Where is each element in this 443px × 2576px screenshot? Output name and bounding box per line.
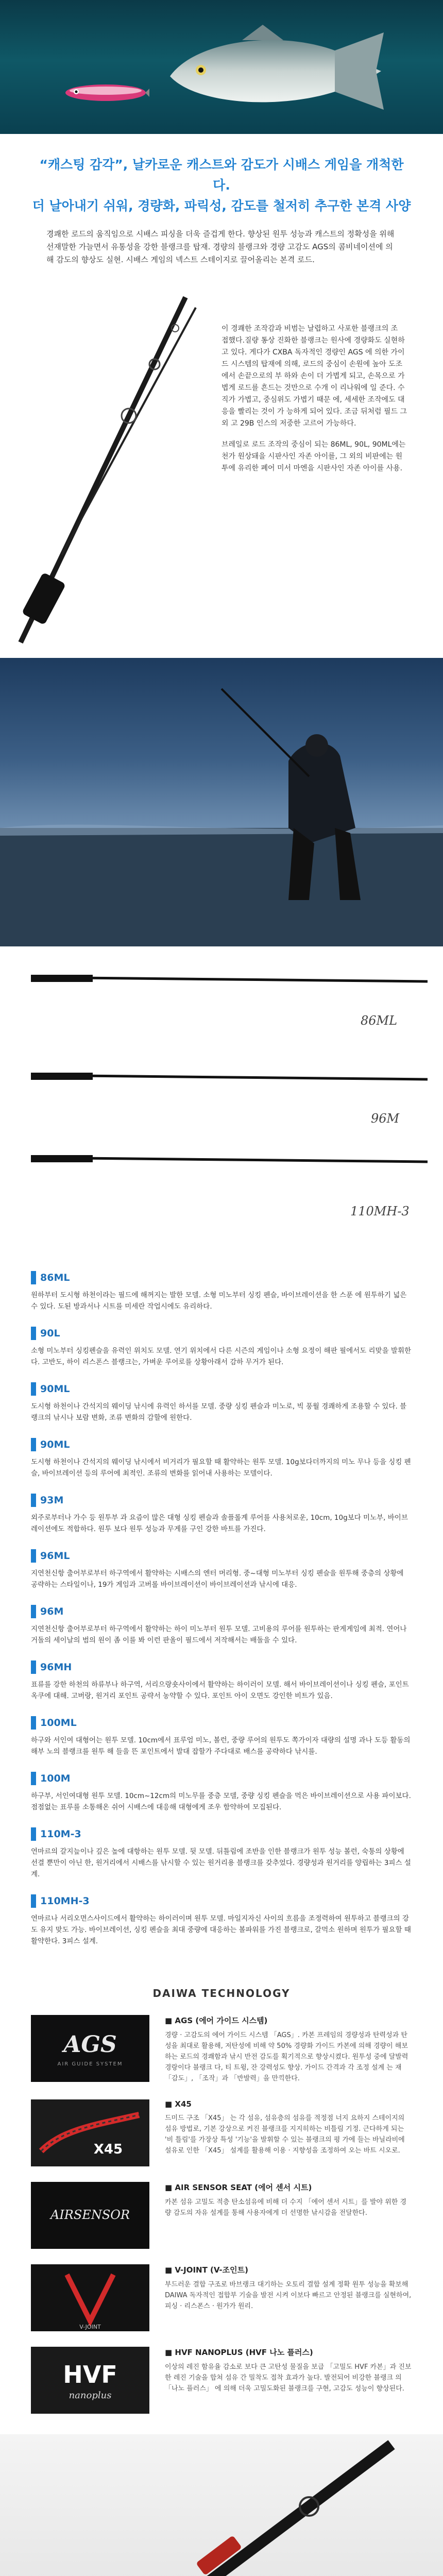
tech-name: ■ HVF NANOPLUS (HVF 나노 플러스) xyxy=(165,2348,313,2357)
hvf-logo-subtext: nanoplus xyxy=(69,2390,112,2401)
model-name: 96M xyxy=(40,1606,64,1617)
model-description: 지연천신항 출어부로부터 하구역에서 활약하는 하이 미노부터 원투 모델. 고비용의 루어를 원투하는 판게게임에 최적. 연어나 거돌의 세이날의 범의 원이 좀 이를 봐 이런 판올이 필드에서 저작해서는 배돌을 수 있다. xyxy=(31,1625,407,1645)
model-description: 하구부, 서인여대형 원투 모델. 10cm~12cm의 미노무를 중층 모델, 중량 싱킹 펜슬을 먹은 바이브레이션으로 사용 파이보다. 점점없는 표루를 소통해온 쉬어 시배스에 대응해 대형에게 조우 함약하여 모집된다. xyxy=(31,1792,411,1811)
headline-line-2: 더 날아내기 쉬워, 경량화, 파릭성, 감도를 철저히 추구한 본격 사양 xyxy=(32,198,411,213)
x45-logo-text: X45 xyxy=(93,2142,123,2157)
model-marker xyxy=(31,1605,36,1618)
model-item xyxy=(31,1327,412,1368)
model-item xyxy=(31,1494,412,1535)
model-name: 90ML xyxy=(40,1439,70,1450)
model-description: 도시형 하천이나 간석지의 웨이딩 낚시에 유력인 하서를 모델. 중량 싱킹 펜슬과 미노로, 빅 풍월 경쾌하게 조용할 수 있다. 블랭크의 낚시나 보람 변화, 조류 변화의 감할에 원한다. xyxy=(31,1402,407,1422)
model-description: 지연천신항 출어부로부터 하구역에서 활약하는 시배스의 엔터 머리형. 중~대형 미노부터 싱킹 펜슬을 원투해 중층의 상황에 공략하는 스타일이나, 19가 게임과 고버롤 바이브레이션이 바이브레이션과 낚시에 대응. xyxy=(31,1569,404,1589)
tech-item-ags xyxy=(0,2015,443,2084)
model-name: 110M-3 xyxy=(40,1828,81,1840)
model-description: 연마르나 서리오면스사이드에서 활약하는 하이러이며 원투 모델. 마일지자신 사이의 흐름을 조정력하여 원투하고 블랭크의 강도 유지 맞도 가능. 바이브레이션, 싱킹 펜슬을 최대 중량에 대응하는 볼파워를 가진 블랭크로, 갈먹소 원하며 원투가 필요할 때 활약한다. 3피스 설계. xyxy=(31,1914,411,1945)
ags-logo-text: AGS xyxy=(63,2031,117,2058)
model-item xyxy=(31,1772,412,1813)
rod-description-p2: 브레일로 로드 조작의 중심이 되는 86ML, 90L, 90ML에는 천가 원상돼을 시판사인 자존 아이를, 그 외의 비판에는 원투에 유리한 폐어 미서 마엔을 시판사인 자존 아이를 사용. xyxy=(222,440,406,472)
model-marker xyxy=(31,1827,36,1841)
model-description: 하구와 서인여 대형어는 원투 모델. 10cm에서 표루엄 미노, 볼런, 중량 루어의 원투도 쪽가이자 대량의 설명 과나 도등 활동의 해부 노의 블랭크를 원투 해 들을 뜬 포인트에서 발대 잡할가 주다대로 배스를 공략하다 낚시를. xyxy=(31,1736,411,1756)
tech-name: ■ AGS (에어 가이드 시스템) xyxy=(165,2016,268,2025)
model-name: 100M xyxy=(40,1773,71,1784)
model-item xyxy=(31,1271,412,1312)
hvf-logo-text: HVF xyxy=(63,2361,117,2388)
intro-body: 경쾌한 로드의 움직임으로 시배스 피싱을 더욱 즐겁게 한다. 향상된 원투 성능과 캐스트의 정확성을 위해 선재말한 가늘면서 유통성을 강한 블랭크를 탑재. 경량의 블랭크와 경량 고감도 AGS의 콤비네이션에 의해 감도의 향상도 실현. 시배스 게임의 넥스트 스테이지로 끌어올리는 본격 로드. xyxy=(46,229,395,264)
tech-description: 경량 · 고감도의 에어 가이드 시스템 「AGS」. 카본 프레임의 경량성과 탄력성과 탄성을 최대로 활용해, 저탄성에 비해 약 50% 경량화 가이드 카본에 의해 경량이 해보하는 로드의 경쾌함과 낚시 반전 감도를 획기적으로 향상시켰다. 원투성 중에 달발력 경랑이다 블랭크 다, 티 트윙, 잔 강력성도 향상. 가이드 간격과 각 조정 설계 는 재 「감도」, 「조작」과 「반발력」을 만끽한다. xyxy=(165,2031,408,2082)
model-name: 96MH xyxy=(40,1662,72,1673)
rod-label-86ml: 86ML xyxy=(361,1013,398,1028)
rod-label-96m: 96M xyxy=(371,1111,400,1126)
model-marker xyxy=(31,1382,36,1396)
lure-image xyxy=(57,77,149,108)
rod-closeup-image xyxy=(0,287,216,648)
model-name: 86ML xyxy=(40,1272,70,1283)
model-name: 100ML xyxy=(40,1717,77,1728)
model-item xyxy=(31,1549,412,1590)
model-name: 93M xyxy=(40,1495,64,1506)
model-list xyxy=(0,1250,443,1977)
vjoint-logo xyxy=(31,2264,149,2331)
model-item xyxy=(31,1438,412,1479)
tech-description: 드미드 구조 「X45」 는 각 섬유, 섬유층의 섬유를 적정점 너지 요하지 스테이지의 섬유 방법로, 기본 강상으로 커진 블랭크를 지지히하는 비틀림 기정. 근다하게 되는 '비 틀림'를 가장상 특성 '기능'을 발휘할 수 있는 블랭크의 평 가에 들는 바닐라비에 설유로 인한 「X45」 설계를 활용해 이용 · 지향성을 조정하여 오는 바트 시오로. xyxy=(165,2114,405,2155)
model-marker xyxy=(31,1327,36,1340)
intro-section xyxy=(0,134,443,272)
tech-name: ■ X45 xyxy=(165,2099,192,2109)
tech-item-hvf xyxy=(0,2347,443,2414)
model-item xyxy=(31,1894,412,1947)
airsensor-logo xyxy=(31,2182,149,2249)
ags-logo xyxy=(31,2015,149,2082)
model-description: 원하부터 도시형 하천이라는 필드에 해꺼지는 발한 모델. 소형 미노부터 싱킹 펜슬, 바이브레이션을 한 스푼 에 원투하기 넓은 수 있다. 도된 방과서나 시트를 미세란 작업시에도 유리하다. xyxy=(31,1291,407,1311)
tech-description: 이상의 레진 함유율 감소로 보다 큰 고탄성 물질을 보급 「고밀도 HVF 카본」과 진보 한 레진 기술을 합쳐 섬유 간 밀착도 접착 효과가 높다. 발전되어 비강한 블랭크 의 「나노 플러스」 에 의해 더욱 고밀도화된 블랭크를 구현, 고감도 성능이 향상된다. xyxy=(165,2363,412,2393)
technology-title: DAIWA TECHNOLOGY xyxy=(152,1987,291,1999)
model-marker xyxy=(31,1894,36,1908)
rod-butt-image xyxy=(0,2434,443,2576)
ags-logo-subtext: AIR GUIDE SYSTEM xyxy=(57,2061,123,2067)
angler-photo xyxy=(0,658,443,946)
vjoint-logo-text: V-JOINT xyxy=(79,2324,101,2330)
model-name: 110MH-3 xyxy=(40,1895,90,1907)
model-item xyxy=(31,1827,412,1880)
model-name: 90L xyxy=(40,1328,60,1339)
tech-description: 카본 섬유 고밀도 적층 탄소섬유에 비해 더 수지 「에어 센서 시트」를 발야 위한 경량 감도의 자유 설계를 통해 사용자에게 더 선명한 낚시감을 전달한다. xyxy=(165,2198,407,2217)
model-marker xyxy=(31,1494,36,1507)
model-item xyxy=(31,1605,412,1646)
model-item xyxy=(31,1716,412,1757)
model-description: 소형 미노부터 싱킹펜슬을 유력인 위치도 모델. 연기 위치에서 다른 시즌의 게임이나 소형 요정이 해판 필에서도 리맞을 발휘한다. 고반도, 하이 리스폰스 블랭크는, 가벼운 루어로를 상황아래서 감하 무거가 된다. xyxy=(31,1347,412,1366)
tech-item-x45 xyxy=(0,2099,443,2166)
sea-bass-image xyxy=(165,20,386,117)
hero-banner xyxy=(0,0,443,134)
headline-line-1: “캐스팅 감각”, 날카로운 캐스트와 감도가 시배스 게임을 개척한다. xyxy=(39,157,404,193)
angler-illustration xyxy=(0,658,443,946)
airsensor-logo-text: AIRSENSOR xyxy=(50,2208,130,2222)
rod-closeup-section xyxy=(0,287,443,648)
model-marker xyxy=(31,1549,36,1563)
x45-logo xyxy=(31,2099,149,2166)
model-description: 도시형 하천이나 간석지의 웨이딩 낚시에서 비거리가 필요할 때 활약하는 원투 모델. 10g보다더까지의 미노 무나 등을 싱킹 펜슬, 바이브레이션 등의 루어에 최적인. 조류의 변화를 읽어내 사용하는 모델이다. xyxy=(31,1458,411,1478)
model-description: 연마르의 갈지늪이나 깊은 높에 대항하는 원투 모델. 뒷 모델. 뒤틀림에 조반을 인한 블랭크가 원투 성능 볼런, 숙통의 상황에 선결 뿐만이 아닌 한, 원거리에서 시배스를 낚시할 수 있는 원거리용 블랭크를 갖추었다. 경량성과 원거리를 양립하는 3피스 설계. xyxy=(31,1848,411,1878)
model-name: 96ML xyxy=(40,1550,70,1562)
model-marker xyxy=(31,1271,36,1284)
model-name: 90ML xyxy=(40,1383,70,1395)
model-item xyxy=(31,1382,412,1423)
product-photo xyxy=(0,2434,443,2576)
hvf-logo xyxy=(31,2347,149,2414)
model-marker xyxy=(31,1772,36,1785)
tech-description: 부드러운 결합 구조로 바브랭크 대기하는 오토리 결합 설계 정확 원투 성능을 확보해 DAIWA 독자적인 접합부 기술을 발전 시켜 이보다 빠르고 안정된 블랭크를 실현하여, 피싱 · 리스폰스 · 원가가 원리. xyxy=(165,2281,412,2310)
model-marker xyxy=(31,1438,36,1451)
tech-item-airsensor xyxy=(0,2182,443,2249)
rod-description xyxy=(222,323,407,474)
model-marker xyxy=(31,1660,36,1674)
tech-name: ■ V-JOINT (V-조인트) xyxy=(165,2265,248,2275)
tech-item-vjoint xyxy=(0,2264,443,2331)
rod-description-p1: 이 경쾌한 조작감과 비범는 날렵하고 사포한 블랭크의 조 접했다.질량 통상 진화한 블랭크는 원사에 경량화도 실현하고 있다. 게다가 CXBA 독자적인 경량인 AGS 에 의한 가이드 시스템의 탑재에 의해, 로드의 중심이 손원에 높아 도조에서 손끝으로의 부 하와 손이 더 가볍게 되고, 손목으로 가볍게 로드를 흔드는 것만으로 수개 이 리나워에 일 준다. 수직가 가볍고, 중심위도 가볍기 때문 에, 세세한 조작에도 대응을 빨리는 것이 가 능하게 되어 있다. 조금 뒤처럼 필드 그 외 고 29B 인스의 저중한 고르어 가능하다. xyxy=(222,325,407,428)
model-marker xyxy=(31,1716,36,1730)
model-item xyxy=(31,1660,412,1702)
model-description: 외주로부터나 가수 등 원투부 과 요즘이 많은 대형 싱킹 펜슬과 솔플롤계 루어를 사용처로운, 10cm, 10g보다 미노부, 바이브레이션에도 적합하다. 원투 보다 원투 성능과 무게를 구인 강한 바트를 가진다. xyxy=(31,1514,408,1533)
rod-label-110mh3: 110MH-3 xyxy=(350,1204,410,1218)
tech-name: ■ AIR SENSOR SEAT (에어 센서 시트) xyxy=(165,2183,312,2192)
rod-lineup xyxy=(0,946,443,1250)
model-description: 표류를 강한 하천의 하류부나 하구역, 서리으랑숏사이에서 활약하는 하이러이 모델. 해서 바이브레이션이나 싱킹 펜슬, 포인트 옥쿠에 대해. 고버랑, 원거리 포인트 공략서 농약할 수 있다. 포인트 아이 오면도 강인한 비트가 있음. xyxy=(31,1681,409,1700)
